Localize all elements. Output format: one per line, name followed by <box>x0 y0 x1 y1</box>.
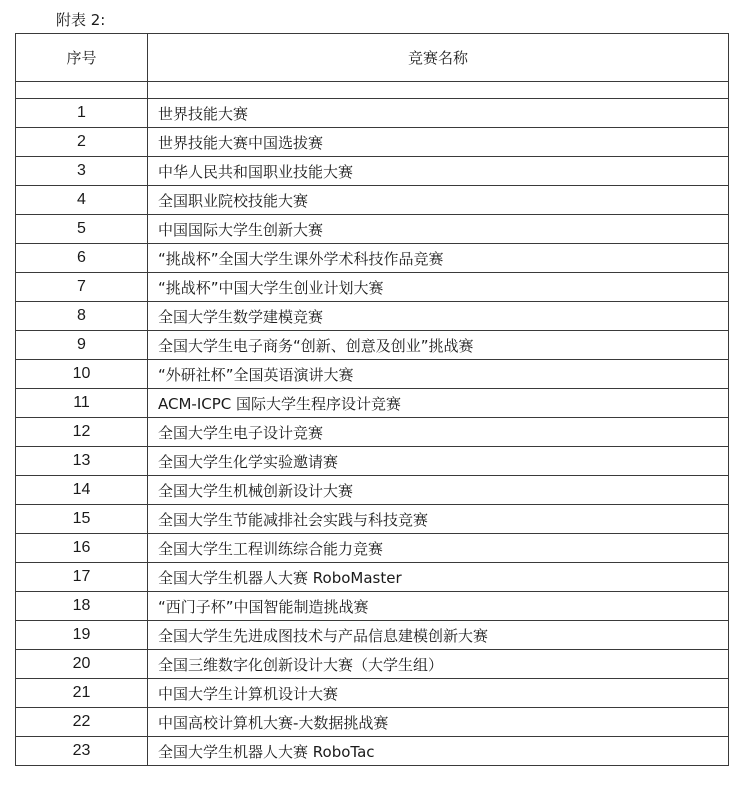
row-serial-number: 3 <box>16 157 148 186</box>
table-row <box>16 447 729 476</box>
table-row <box>16 534 729 563</box>
row-serial-number: 15 <box>16 505 148 534</box>
table-row <box>16 650 729 679</box>
row-competition-name: 全国大学生机械创新设计大赛 <box>148 476 729 505</box>
row-serial-number: 17 <box>16 563 148 592</box>
row-competition-name: 全国大学生数学建模竞赛 <box>148 302 729 331</box>
table-row <box>16 186 729 215</box>
row-competition-name: “挑战杯”全国大学生课外学术科技作品竞赛 <box>148 244 729 273</box>
row-competition-name: 中国大学生计算机设计大赛 <box>148 679 729 708</box>
table-row <box>16 331 729 360</box>
row-competition-name: 中国高校计算机大赛-大数据挑战赛 <box>148 708 729 737</box>
row-serial-number: 2 <box>16 128 148 157</box>
row-competition-name: 全国大学生节能减排社会实践与科技竞赛 <box>148 505 729 534</box>
spacer-cell <box>16 82 148 99</box>
row-serial-number: 19 <box>16 621 148 650</box>
row-competition-name: 中国国际大学生创新大赛 <box>148 215 729 244</box>
table-row <box>16 273 729 302</box>
row-competition-name: 中华人民共和国职业技能大赛 <box>148 157 729 186</box>
spacer-row <box>16 82 729 99</box>
table-row <box>16 302 729 331</box>
row-serial-number: 18 <box>16 592 148 621</box>
row-competition-name: 世界技能大赛中国选拔赛 <box>148 128 729 157</box>
row-serial-number: 21 <box>16 679 148 708</box>
row-competition-name: 全国大学生机器人大赛 RoboMaster <box>148 563 729 592</box>
row-competition-name: “西门子杯”中国智能制造挑战赛 <box>148 592 729 621</box>
table-row <box>16 621 729 650</box>
row-serial-number: 22 <box>16 708 148 737</box>
spacer-cell <box>148 82 729 99</box>
table-row <box>16 99 729 128</box>
table-row <box>16 389 729 418</box>
row-serial-number: 9 <box>16 331 148 360</box>
row-serial-number: 16 <box>16 534 148 563</box>
row-serial-number: 12 <box>16 418 148 447</box>
table-row <box>16 563 729 592</box>
row-serial-number: 6 <box>16 244 148 273</box>
row-serial-number: 23 <box>16 737 148 766</box>
row-serial-number: 7 <box>16 273 148 302</box>
row-competition-name: 全国大学生机器人大赛 RoboTac <box>148 737 729 766</box>
row-competition-name: 世界技能大赛 <box>148 99 729 128</box>
table-row <box>16 679 729 708</box>
header-competition-name: 竞赛名称 <box>148 34 729 82</box>
row-competition-name: “外研社杯”全国英语演讲大赛 <box>148 360 729 389</box>
row-serial-number: 10 <box>16 360 148 389</box>
table-row <box>16 418 729 447</box>
table-row <box>16 737 729 766</box>
table-row <box>16 592 729 621</box>
row-serial-number: 8 <box>16 302 148 331</box>
table-header-row <box>16 34 729 82</box>
row-serial-number: 1 <box>16 99 148 128</box>
table-row <box>16 360 729 389</box>
table-body <box>16 82 729 766</box>
row-serial-number: 11 <box>16 389 148 418</box>
table-row <box>16 476 729 505</box>
row-competition-name: 全国大学生电子商务“创新、创意及创业”挑战赛 <box>148 331 729 360</box>
table-row <box>16 244 729 273</box>
row-serial-number: 14 <box>16 476 148 505</box>
row-competition-name: 全国大学生先进成图技术与产品信息建模创新大赛 <box>148 621 729 650</box>
row-competition-name: 全国大学生工程训练综合能力竞赛 <box>148 534 729 563</box>
row-serial-number: 5 <box>16 215 148 244</box>
competition-table <box>15 33 729 766</box>
table-row <box>16 157 729 186</box>
table-row <box>16 505 729 534</box>
table-caption: 附表 2: <box>56 11 106 29</box>
row-competition-name: 全国三维数字化创新设计大赛（大学生组） <box>148 650 729 679</box>
row-serial-number: 4 <box>16 186 148 215</box>
row-competition-name: 全国职业院校技能大赛 <box>148 186 729 215</box>
table-row <box>16 215 729 244</box>
table-row <box>16 128 729 157</box>
row-competition-name: 全国大学生电子设计竞赛 <box>148 418 729 447</box>
row-competition-name: ACM-ICPC 国际大学生程序设计竞赛 <box>148 389 729 418</box>
row-serial-number: 20 <box>16 650 148 679</box>
row-serial-number: 13 <box>16 447 148 476</box>
row-competition-name: “挑战杯”中国大学生创业计划大赛 <box>148 273 729 302</box>
table-row <box>16 708 729 737</box>
header-serial-number: 序号 <box>16 34 148 82</box>
row-competition-name: 全国大学生化学实验邀请赛 <box>148 447 729 476</box>
